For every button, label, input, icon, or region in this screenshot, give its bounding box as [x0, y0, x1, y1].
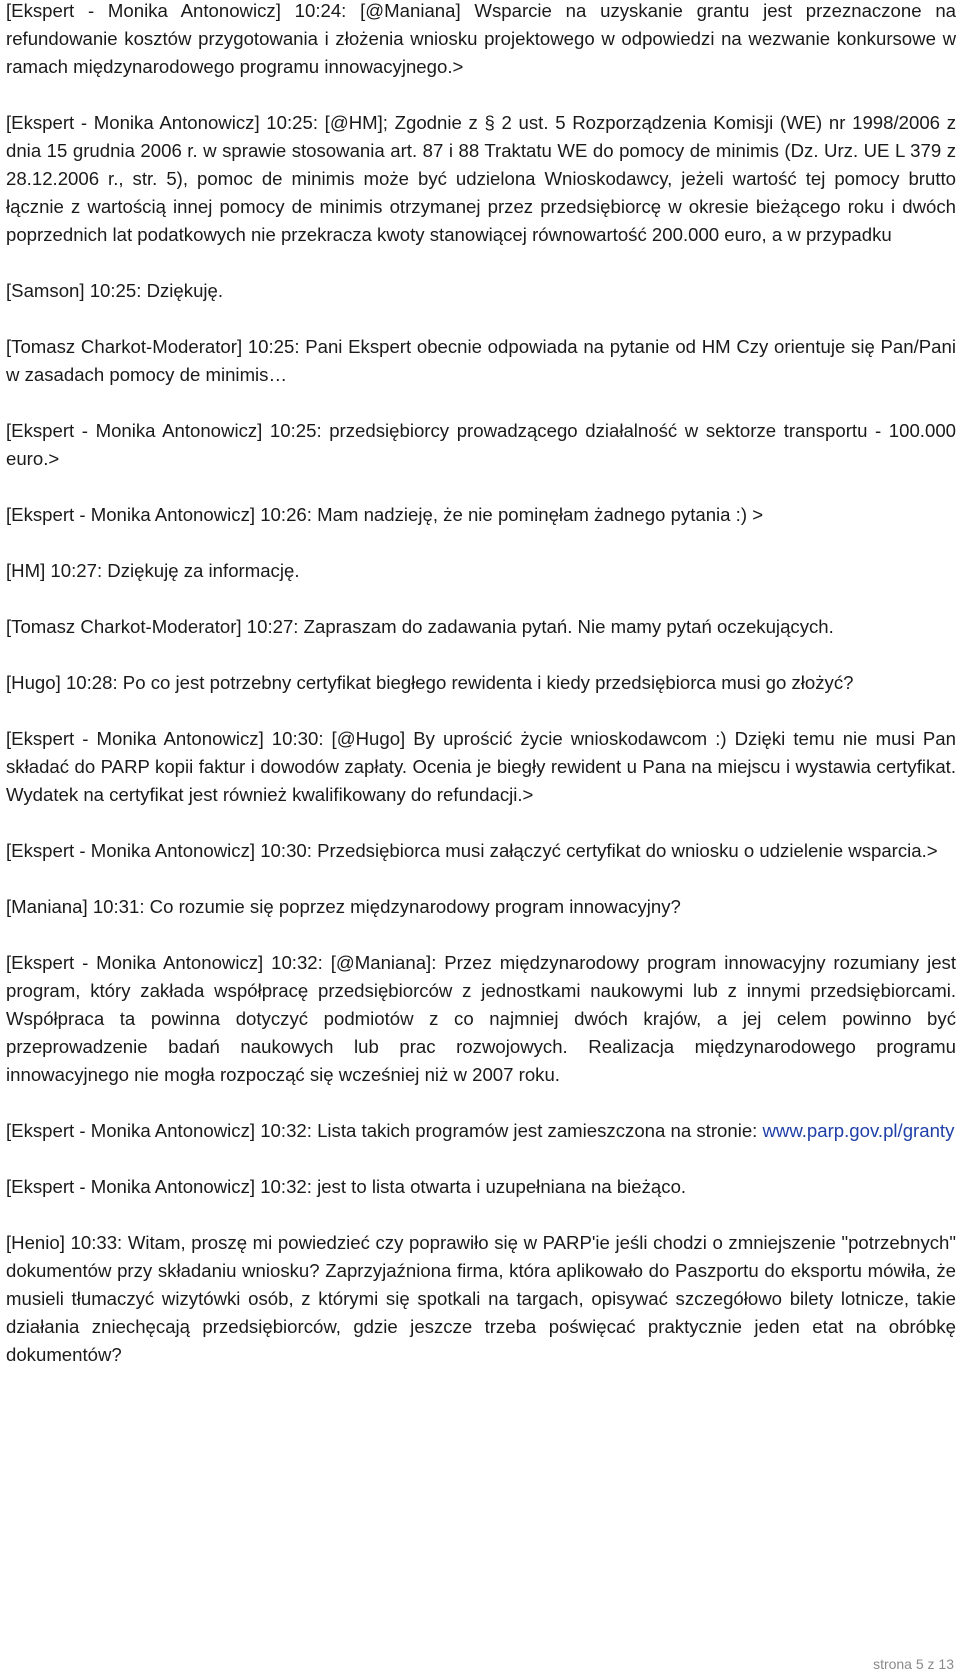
chat-message: [Hugo] 10:28: Po co jest potrzebny certyfikat biegłego rewidenta i kiedy przedsiębiorca musi go złożyć?: [6, 672, 854, 693]
chat-message: [Ekspert - Monika Antonowicz] 10:24: [@Maniana] Wsparcie na uzyskanie grantu jest przeznaczone na refundowanie kosztów przygotowania i złożenia wniosku projektowego w odpowiedzi na wezwanie konkursowe w ramach międzynarodowego programu innowacyjnego.>: [6, 0, 956, 77]
chat-message-text: [Ekspert - Monika Antonowicz] 10:32: Lista takich programów jest zamieszczona na stronie:: [6, 1120, 763, 1141]
parp-granty-link[interactable]: www.parp.gov.pl/granty: [762, 1120, 955, 1141]
chat-message: [Ekspert - Monika Antonowicz] 10:25: przedsiębiorcy prowadzącego działalność w sektorze transportu - 100.000 euro.>: [6, 420, 956, 469]
chat-message: [Ekspert - Monika Antonowicz] 10:32: [@Maniana]: Przez międzynarodowy program innowacyjny rozumiany jest program, który zakłada współpracę przedsiębiorców z jednostkami naukowymi lub z innymi przedsiębiorcami. Współpraca ta powinna dotyczyć podmiotów z co najmniej dwóch krajów, a jej celem powinno być przeprowadzenie badań naukowych lub prac rozwojowych. Realizacja międzynarodowego programu innowacyjnego nie mogła rozpocząć się wcześniej niż w 2007 roku.: [6, 952, 956, 1085]
chat-message: [Ekspert - Monika Antonowicz] 10:30: [@Hugo] By uprościć życie wnioskodawcom :) Dzięki temu nie musi Pan składać do PARP kopii faktur i dowodów zapłaty. Ocenia je biegły rewident u Pana na miejscu i wystawia certyfikat. Wydatek na certyfikat jest również kwalifikowany do refundacji.>: [6, 728, 956, 805]
chat-message: [HM] 10:27: Dziękuję za informację.: [6, 560, 300, 581]
chat-message: [Samson] 10:25: Dziękuję.: [6, 280, 224, 301]
chat-message: [Maniana] 10:31: Co rozumie się poprzez międzynarodowy program innowacyjny?: [6, 896, 681, 917]
chat-message: [Ekspert - Monika Antonowicz] 10:26: Mam nadzieję, że nie pominęłam żadnego pytania :) >: [6, 504, 764, 525]
chat-message: [Ekspert - Monika Antonowicz] 10:30: Przedsiębiorca musi załączyć certyfikat do wniosku o udzielenie wsparcia.>: [6, 840, 938, 861]
chat-message: [Tomasz Charkot-Moderator] 10:25: Pani Ekspert obecnie odpowiada na pytanie od HM Czy orientuje się Pan/Pani w zasadach pomocy de minimis…: [6, 336, 956, 385]
chat-message: [Ekspert - Monika Antonowicz] 10:32: jest to lista otwarta i uzupełniana na bieżąco.: [6, 1176, 687, 1197]
chat-message: [Tomasz Charkot-Moderator] 10:27: Zapraszam do zadawania pytań. Nie mamy pytań oczekujących.: [6, 616, 834, 637]
chat-message: [Ekspert - Monika Antonowicz] 10:25: [@HM]; Zgodnie z § 2 ust. 5 Rozporządzenia Komisji (WE) nr 1998/2006 z dnia 15 grudnia 2006 r. w sprawie stosowania art. 87 i 88 Traktatu WE do pomocy de minimis (Dz. Urz. UE L 379 z 28.12.2006 r., str. 5), pomoc de minimis może być udzielona Wnioskodawcy, jeżeli wartość tej pomocy brutto łącznie z wartością innej pomocy de minimis otrzymanej przez przedsiębiorcę w okresie bieżącego roku i dwóch poprzednich lat podatkowych nie przekracza kwoty stanowiącej równowartość 200.000 euro, a w przypadku: [6, 112, 956, 245]
chat-message-with-link: [6, 1117, 956, 1145]
document-page: [6, 0, 956, 1397]
page-number-footer: strona 5 z 13: [873, 1656, 954, 1672]
chat-message: [Henio] 10:33: Witam, proszę mi powiedzieć czy poprawiło się w PARP'ie jeśli chodzi o zmniejszenie "potrzebnych" dokumentów przy składaniu wniosku? Zaprzyjaźniona firma, która aplikowało do Paszportu do eksportu mówiła, że musieli tłumaczyć wizytówki osób, z którymi się spotkali na targach, opisywać szczegółowo bilety lotnicze, takie działania zniechęcają przedsiębiorców, gdzie jeszcze trzeba poświęcać praktycznie jeden etat na obróbkę dokumentów?: [6, 1232, 956, 1365]
